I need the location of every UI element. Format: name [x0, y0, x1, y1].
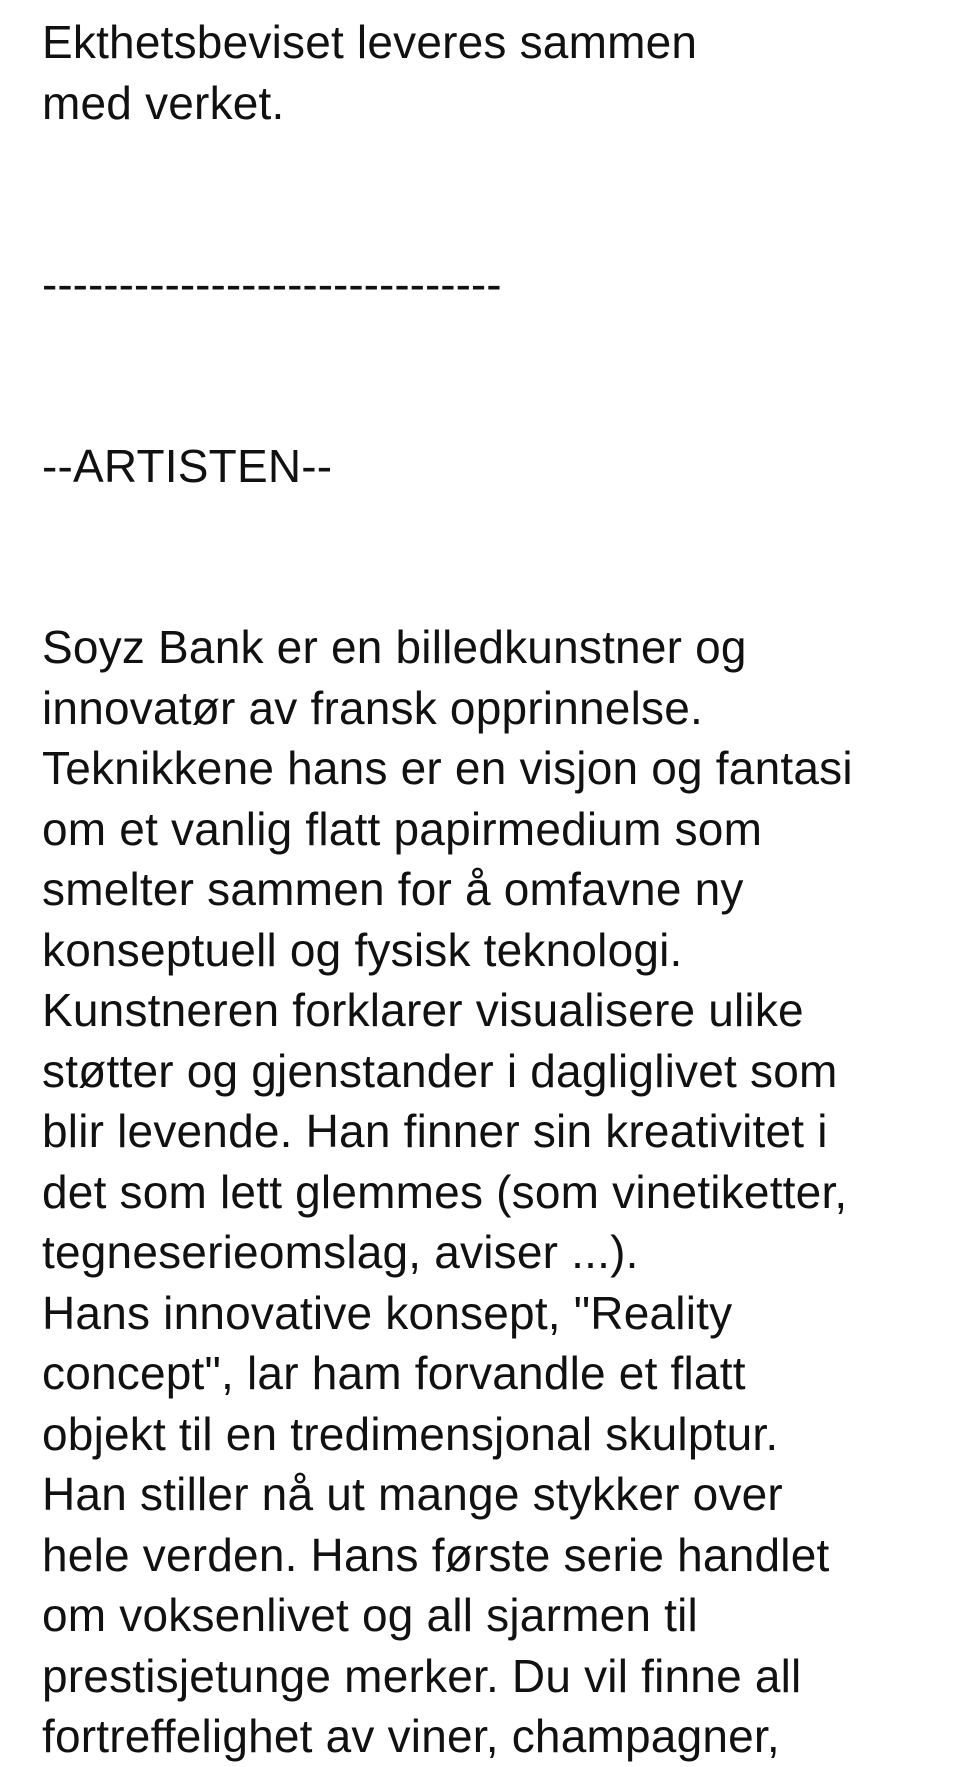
body-line-18: prestisjetunge merker. Du vil finne all	[42, 1649, 802, 1702]
body-line-8: støtter og gjenstander i dagliglivet som	[42, 1044, 838, 1097]
body-line-7: Kunstneren forklarer visualisere ulike	[42, 984, 804, 1036]
body-line-11: tegneserieomslag, aviser ...).	[42, 1226, 639, 1278]
body-line-10: det som lett glemmes (som vinetiketter,	[42, 1165, 848, 1218]
body-line-5: smelter sammen for å omfavne ny	[42, 863, 744, 915]
body-line-15: Han stiller nå ut mange stykker over	[42, 1468, 783, 1520]
section-heading: --ARTISTEN--	[42, 439, 333, 492]
body-line-16: hele verden. Hans første serie handlet	[42, 1528, 830, 1581]
body-line-12: Hans innovative konsept, "Reality	[42, 1286, 733, 1339]
body-line-17: om voksenlivet og all sjarmen til	[42, 1589, 698, 1641]
description-text	[42, 12, 942, 1767]
body-line-2: innovatør av fransk opprinnelse.	[42, 681, 703, 734]
body-line-6: konseptuell og fysisk teknologi.	[42, 923, 683, 976]
body-line-13: concept", lar ham forvandle et flatt	[42, 1347, 746, 1399]
body-line-1: Soyz Bank er en billedkunstner og	[42, 621, 747, 673]
divider-line: ------------------------------	[42, 258, 502, 310]
body-line-3: Teknikkene hans er en visjon og fantasi	[42, 742, 853, 794]
body-line-19: fortreffelighet av viner, champagner,	[42, 1710, 780, 1762]
body-line-14: objekt til en tredimensjonal skulptur.	[42, 1407, 779, 1460]
body-line-9: blir levende. Han finner sin kreativitet i	[42, 1105, 828, 1157]
spacer	[42, 133, 942, 254]
body-line-4: om et vanlig flatt papirmedium som	[42, 802, 763, 855]
intro-line-2: med verket.	[42, 76, 285, 129]
intro-line-1: Ekthetsbeviset leveres sammen	[42, 16, 698, 68]
spacer	[42, 496, 942, 617]
spacer	[42, 315, 942, 436]
